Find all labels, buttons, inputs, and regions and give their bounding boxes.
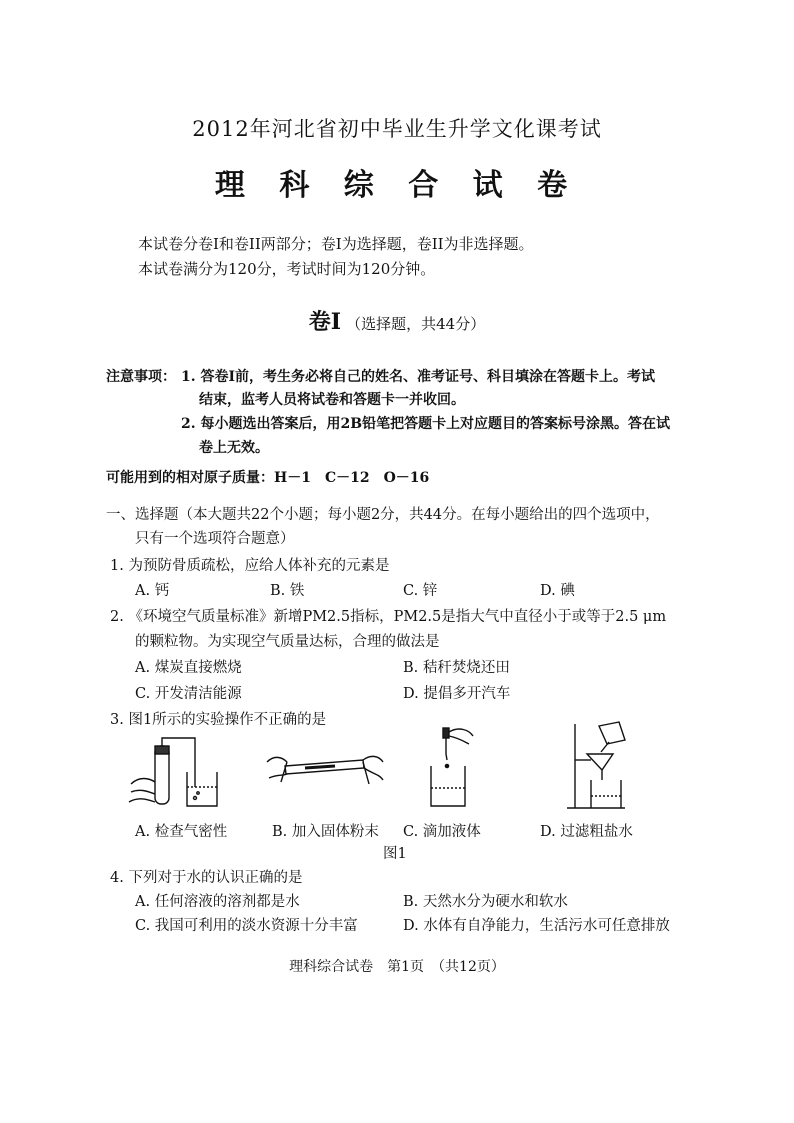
note-1-line-1: 1. 答卷I前，考生务必将自己的姓名、准考证号、科目填涂在答题卡上。考试 [181,369,656,385]
q3-option-d: D. 过滤粗盐水 [540,824,633,840]
volume-desc: （选择题，共44分） [346,315,486,333]
q2-option-d: D. 提倡多开汽车 [403,686,511,702]
volume-heading [0,305,794,336]
q3-option-c: C. 滴加液体 [403,824,481,840]
note-2-line-2: 卷上无效。 [199,440,269,456]
figure-c-dropping-liquid [425,726,495,810]
figure-a-airtightness-check [125,732,230,812]
volume-name: 卷I [308,309,342,335]
q1-option-a: A. 钙 [135,583,170,599]
q2-stem-line-1: 2. 《环境空气质量标准》新增PM2.5指标，PM2.5是指大气中直径小于或等于2.5 μm [110,609,667,625]
q1-option-b: B. 铁 [270,583,305,599]
q1-stem: 1. 为预防骨质疏松，应给人体补充的元素是 [110,558,390,574]
exam-title: 2012年河北省初中毕业生升学文化课考试 [192,117,602,141]
q2-option-c: C. 开发清洁能源 [135,686,242,702]
figure-b-adding-solid-powder [265,740,385,800]
section-heading-line-2: 只有一个选项符合题意） [135,531,295,547]
notes-label: 注意事项： [106,369,176,385]
note-2-line-1: 2. 每小题选出答案后，用2B铅笔把答题卡上对应题目的答案标号涂黑。答在试 [181,416,671,432]
q4-option-b: B. 天然水分为硬水和软水 [403,894,568,910]
section-heading-line-1: 一、选择题（本大题共22个小题；每小题2分，共44分。在每小题给出的四个选项中， [106,507,660,523]
q3-option-b: B. 加入固体粉末 [272,824,379,840]
q1-option-d: D. 碘 [540,583,575,599]
q3-option-a: A. 检查气密性 [135,824,228,840]
intro-line-2: 本试卷满分为120分，考试时间为120分钟。 [138,260,436,278]
q2-stem-line-2: 的颗粒物。为实现空气质量达标，合理的做法是 [135,634,440,650]
q1-option-c: C. 锌 [403,583,438,599]
page-footer: 理科综合试卷 第1页 （共12页） [289,959,505,975]
exam-subtitle: 理 科 综 合 试 卷 [214,168,580,203]
q2-option-a: A. 煤炭直接燃烧 [135,660,242,676]
q4-option-c: C. 我国可利用的淡水资源十分丰富 [135,918,358,934]
q2-option-b: B. 秸秆焚烧还田 [403,660,510,676]
intro-line-1: 本试卷分卷I和卷II两部分；卷I为选择题，卷II为非选择题。 [138,235,534,253]
atomic-mass-line: 可能用到的相对原子质量：H－1 C－12 O－16 [106,470,430,486]
figure-d-filtering-salt-water [565,720,635,814]
q4-option-d: D. 水体有自净能力，生活污水可任意排放 [403,918,670,934]
figure-caption: 图1 [383,846,407,862]
q4-stem: 4. 下列对于水的认识正确的是 [110,870,303,886]
q4-option-a: A. 任何溶液的溶剂都是水 [135,894,300,910]
note-1-line-2: 结束，监考人员将试卷和答题卡一并收回。 [199,392,465,408]
q3-stem: 3. 图1所示的实验操作不正确的是 [110,712,327,728]
